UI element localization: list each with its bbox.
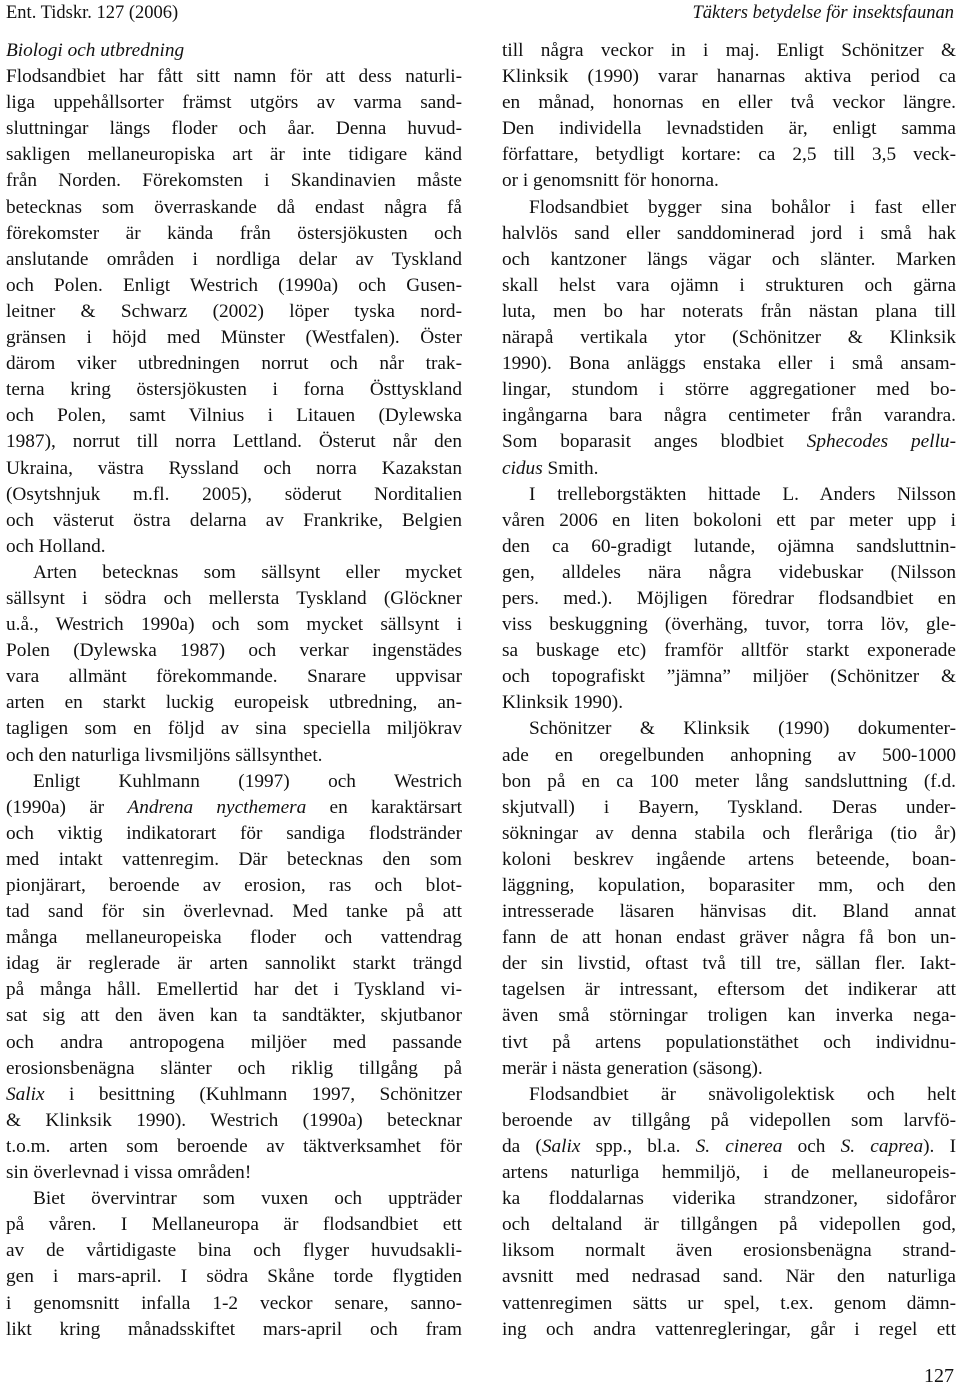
text-line: fann de att honan endast gräver några få bon un-: [502, 927, 956, 949]
text-line: gen i mars-april. I södra Skåne torde flygtiden: [6, 1266, 462, 1288]
text-line: läggning, kopulation, boparasiter mm, och den: [502, 875, 956, 896]
text-line: Schönitzer & Klinksik (1990) dokumenter-: [529, 718, 956, 740]
text-line: liga uppehållsorter främst utgörs av varma sand-: [6, 92, 462, 114]
text-line: och topografiskt ”jämna” miljöer (Schönitzer &: [502, 666, 956, 688]
text-line: erosionsbenägna slänter och riklig tillgång på: [6, 1057, 462, 1079]
text-line: därom viker utbredningen norrut och når trak-: [6, 353, 462, 375]
text-line: koloni beskrev ingående artens beteende, boan-: [502, 848, 956, 870]
text-line: förekomster är kända från östersjökusten och: [6, 222, 462, 244]
text-line: cidus Smith.: [502, 457, 599, 479]
text-line: halvlös sand eller sanddominerad jord i små hak: [502, 222, 956, 244]
text-line: terna kring östersjökusten i forna Östtyskland: [6, 379, 462, 401]
text-line: av de vårtidigaste bina och flyger huvudsakli-: [6, 1240, 462, 1262]
text-line: vara allmänt förekommande. Snarare uppvisar: [6, 666, 462, 688]
text-line: leitner & Schwarz (2002) löper tyska nord-: [6, 300, 462, 322]
text-line: pers. med.). Möjligen föredrar flodsandbiet en: [502, 587, 956, 609]
text-line: Den individella levnadstiden är, enligt samma: [502, 118, 956, 140]
text-line: sa buskage etc) framför alltför starkt exponerade: [502, 640, 956, 662]
journal-citation: Ent. Tidskr. 127 (2006): [6, 3, 179, 23]
text-line: betecknas som överraskande då endast några få: [6, 196, 462, 218]
text-line: med intakt vattenregim. Där betecknas den som: [6, 848, 462, 870]
text-line: likt kring månadsskiftet mars-april och fram: [6, 1318, 462, 1340]
text-line: och kantzoner längs vägar och slänter. Marken: [502, 248, 956, 270]
text-line: da (Salix spp., bl.a. S. cinerea och S. caprea). I: [502, 1135, 957, 1157]
text-line: Klinksik (1990) varar hanarnas aktiva period ca: [502, 66, 956, 88]
text-line: en månad, honornas en eller två veckor längre.: [502, 92, 956, 114]
text-line: på många håll. Emellertid har det i Tyskland vi-: [6, 979, 462, 1001]
text-line: tagelsen är intressant, eftersom det indikerar att: [502, 979, 956, 1001]
text-line: pionjärart, beroende av erosion, ras och blot-: [6, 875, 462, 896]
text-line: idag är reglerade är arten sannolikt starkt trängd: [6, 953, 462, 975]
text-line: t.o.m. arten som beroende av täktverksamhet för: [6, 1135, 462, 1157]
text-line: ing och andra vattenregleringar, går i regel ett: [502, 1318, 956, 1340]
text-line: ade en oregelbunden anhopning av 500-1000: [502, 744, 956, 766]
text-line: I trelleborgstäkten hittade L. Anders Nilsson: [529, 483, 956, 505]
text-line: och Polen, samt Vilnius i Litauen (Dylewska: [6, 405, 462, 427]
text-line: även små störningar troligen kan inverka nega-: [502, 1005, 956, 1027]
text-line: Klinksik 1990).: [502, 692, 624, 714]
text-line: or i genomsnitt för honorna.: [502, 170, 719, 192]
text-line: våren 2006 en liten bokoloni ett par meter upp i: [502, 509, 956, 531]
text-line: Flodsandbiet är snävoligolektisk och helt: [529, 1083, 956, 1105]
text-line: och deltaland är tillgången på videpollen god,: [502, 1214, 956, 1236]
left-text-column: [6, 38, 462, 1343]
text-line: Ukraina, västra Ryssland och norra Kazakstan: [6, 457, 462, 479]
text-line: vattenregimen sätts ur spel, t.ex. genom dämn-: [502, 1292, 956, 1314]
text-line: arten en starkt luckig europeisk utbredning, an-: [6, 692, 462, 714]
text-line: artens naturliga hemmiljö, i de mellaneuropeis-: [502, 1162, 956, 1184]
text-line: och den naturliga livsmiljöns sällsynthet.: [6, 744, 323, 766]
text-line: skjutvall) i Bayern, Tyskland. Deras under-: [502, 796, 956, 818]
text-line: ingångarna bara några centimeter från varandra.: [502, 405, 956, 427]
text-line: der sin livstid, oftast två till tre, sällan fler. Iakt-: [502, 953, 956, 975]
text-line: och viktig indikatorart för sandiga flodstränder: [6, 822, 462, 844]
text-line: gränsen i höjd med Münster (Westfalen). Öster: [6, 327, 462, 349]
text-line: gen, alldeles nära några videbuskar (Nilsson: [502, 561, 956, 583]
text-line: viss beskuggning (överhäng, tuvor, torra löv, gle-: [502, 614, 956, 636]
text-line: Arten betecknas som sällsynt eller mycket: [33, 561, 462, 583]
text-line: anslutande områden i nordliga delar av Tyskland: [6, 248, 462, 270]
text-line: den ca 60-gradigt lutande, ojämna sandsluttnin-: [502, 535, 956, 557]
text-line: från Norden. Förekomsten i Skandinavien måste: [6, 170, 462, 192]
text-line: beroende av tillgång på videpollen som larvfö-: [502, 1109, 956, 1131]
text-line: lingar, stundom i större aggregationer med bo-: [502, 379, 956, 401]
text-line: närapå vertikala ytor (Schönitzer & Klinksik: [502, 327, 956, 349]
text-line: luta, men bo har noterats från nästan plana till: [502, 300, 956, 322]
text-line: och Holland.: [6, 535, 106, 557]
text-line: på våren. I Mellaneuropa är flodsandbiet ett: [6, 1214, 462, 1236]
text-line: Biet övervintrar som vuxen och uppträder: [33, 1188, 462, 1210]
text-line: u.å., Westrich 1990a) och som mycket sällsynt i: [6, 614, 462, 636]
text-line: i genomsnitt infalla 1-2 veckor senare, sanno-: [6, 1292, 462, 1314]
text-line: merär i nästa generation (säsong).: [502, 1057, 763, 1079]
text-line: Flodsandbiet bygger sina bohålor i fast eller: [529, 196, 956, 218]
right-text-column: [502, 38, 956, 1343]
text-line: 1990). Bona anläggs enstaka eller i små ansam-: [502, 353, 956, 375]
text-line: sat sig att den även kan ta sandtäkter, skjutbanor: [6, 1005, 462, 1027]
text-line: sakligen mellaneuropiska art är inte tidigare känd: [6, 144, 462, 166]
text-line: Flodsandbiet har fått sitt namn för att dess naturli-: [6, 66, 462, 88]
text-line: sällsynt i södra och mellersta Tyskland (Glöckner: [6, 587, 462, 609]
text-line: skall helst vara ojämn i strukturen och gärna: [502, 274, 956, 296]
text-line: Enligt Kuhlmann (1997) och Westrich: [33, 770, 462, 792]
text-line: avsnitt med nedrasad sand. När den naturliga: [502, 1266, 956, 1288]
text-line: Som boparasit anges blodbiet Sphecodes pellu-: [502, 431, 956, 453]
text-line: sin överlevnad i vissa områden!: [6, 1162, 252, 1184]
text-line: sökningar av denna stabila och fleråriga (tio år): [502, 822, 956, 844]
text-line: tivt på artens populationstäthet och individnu-: [502, 1031, 956, 1053]
text-line: sluttningar längs floder och åar. Denna huvud-: [6, 118, 462, 140]
running-title: Täkters betydelse för insektsfaunan: [692, 3, 954, 23]
text-line: många mellaneuropeiska floder och vattendrag: [6, 927, 462, 949]
text-line: och Polen. Enligt Westrich (1990a) och Gusen-: [6, 274, 462, 296]
text-line: och västerut östra delarna av Frankrike, Belgien: [6, 509, 462, 531]
text-line: liksom normalt även erosionsbenägna strand-: [502, 1240, 956, 1262]
page-number: 127: [924, 1365, 954, 1387]
text-line: Salix i besittning (Kuhlmann 1997, Schönitzer: [6, 1083, 462, 1105]
text-line: tagligen som en följd av sina speciella miljökrav: [6, 718, 462, 740]
text-line: Polen (Dylewska 1987) och verkar ingenstädes: [6, 640, 462, 662]
text-line: författare, betydligt kortare: ca 2,5 till 3,5 veck-: [502, 144, 956, 166]
text-line: intresserade läsaren hänvisas dit. Bland annat: [502, 901, 956, 923]
text-line: 1987), norrut till norra Lettland. Österut når den: [6, 431, 462, 453]
text-line: (Osytshnjuk m.fl. 2005), söderut Norditalien: [6, 483, 462, 505]
text-line: och andra antropogena miljöer med passande: [6, 1031, 462, 1053]
text-line: (1990a) är Andrena nycthemera en karaktärsart: [6, 796, 462, 818]
section-heading: Biologi och utbredning: [6, 40, 185, 61]
text-line: till några veckor in i maj. Enligt Schönitzer &: [502, 40, 956, 61]
text-line: bon på en ca 100 meter lång sandsluttning (f.d.: [502, 770, 956, 792]
text-line: tad sand för sin överlevnad. Med tanke på att: [6, 901, 462, 923]
text-line: ka floddalarnas viderika strandzoner, sidofåror: [502, 1188, 956, 1210]
text-line: & Klinksik 1990). Westrich (1990a) betecknar: [6, 1109, 462, 1131]
